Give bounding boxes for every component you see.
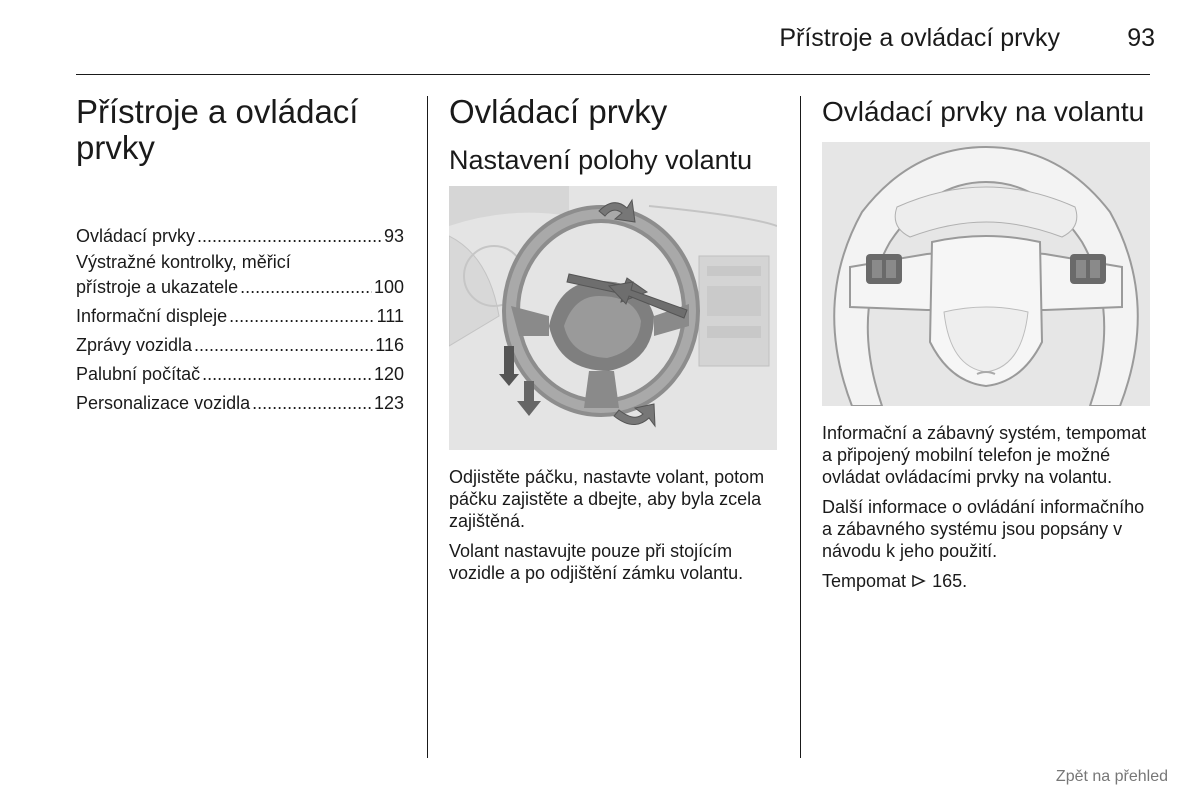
- toc-leader-dots: [252, 389, 372, 418]
- toc-item-title: Ovládací prvky: [76, 226, 196, 246]
- toc-item-page: 123: [373, 393, 404, 413]
- steering-wheel-drawing: [822, 142, 1150, 406]
- chapter-title-line1: Přístroje a ovládací: [76, 93, 359, 130]
- left-column: [76, 94, 406, 418]
- arrow-reference-icon: [911, 574, 927, 588]
- instruction-paragraph-1: Odjistěte páčku, nastavte volant, potom páčku zajistěte a dbejte, aby byla zcela zajištěná.: [449, 467, 765, 531]
- page-number: 93: [1127, 24, 1155, 52]
- toc-leader-dots: [240, 273, 372, 302]
- back-to-overview-link[interactable]: Zpět na přehled: [1055, 768, 1168, 785]
- toc-item-palubni-pocitac[interactable]: [76, 360, 404, 389]
- header-rule: [76, 74, 1150, 75]
- steering-wheel-controls-illustration: [822, 142, 1150, 406]
- toc-leader-dots: [229, 302, 375, 331]
- toc-item-personalizace-vozidla[interactable]: [76, 389, 404, 418]
- cruise-control-reference[interactable]: [822, 570, 1152, 592]
- header-title: Přístroje a ovládací prvky: [779, 24, 1060, 52]
- toc-item-informacni-displeje[interactable]: [76, 302, 404, 331]
- section-title-controls: Ovládací prvky na volantu: [822, 96, 1145, 127]
- toc-item-zpravy-vozidla[interactable]: [76, 331, 404, 360]
- section-title: Ovládací prvky: [449, 93, 668, 130]
- controls-paragraph-1: Informační a zábavný systém, tempomat a připojený mobilní telefon je možné ovládat ovládacími prvky na volantu.: [822, 423, 1147, 487]
- toc-leader-dots: [197, 222, 382, 251]
- toc-item-title-line2: přístroje a ukazatele: [76, 277, 239, 297]
- toc-item-page: 116: [375, 335, 404, 355]
- instruction-paragraph-2: Volant nastavujte pouze při stojícím vozidle a po odjištění zámku volantu.: [449, 541, 744, 583]
- toc-item-title: Personalizace vozidla: [76, 393, 251, 413]
- steering-adjustment-illustration: [449, 186, 777, 450]
- cruise-control-label: Tempomat: [822, 571, 907, 591]
- toc-item-page: 93: [383, 226, 404, 246]
- middle-column: [449, 94, 779, 584]
- toc-leader-dots: [194, 331, 373, 360]
- table-of-contents: [76, 222, 406, 418]
- right-column: [822, 94, 1152, 592]
- section-subtitle: Nastavení polohy volantu: [449, 145, 753, 175]
- chapter-title: [76, 94, 406, 166]
- cruise-control-page: 165.: [932, 571, 968, 591]
- toc-item-ovladaci-prvky[interactable]: [76, 222, 404, 251]
- toc-item-title-line1: Výstražné kontrolky, měřicí: [76, 252, 291, 272]
- toc-item-vystrazne-kontrolky[interactable]: [76, 251, 406, 302]
- toc-item-page: 120: [373, 364, 404, 384]
- toc-leader-dots: [202, 360, 372, 389]
- column-divider-2: [800, 96, 801, 758]
- chapter-title-line2: prvky: [76, 129, 155, 166]
- toc-item-page: 100: [373, 277, 404, 297]
- toc-item-title: Palubní počítač: [76, 364, 201, 384]
- column-divider-1: [427, 96, 428, 758]
- toc-item-title: Zprávy vozidla: [76, 335, 193, 355]
- toc-item-title: Informační displeje: [76, 306, 228, 326]
- toc-item-page: 111: [376, 306, 404, 326]
- steering-wheel-adjust-drawing: [449, 186, 777, 450]
- controls-paragraph-2: Další informace o ovládání informačního a zábavného systému jsou popsány v návodu k jeho použití.: [822, 497, 1145, 561]
